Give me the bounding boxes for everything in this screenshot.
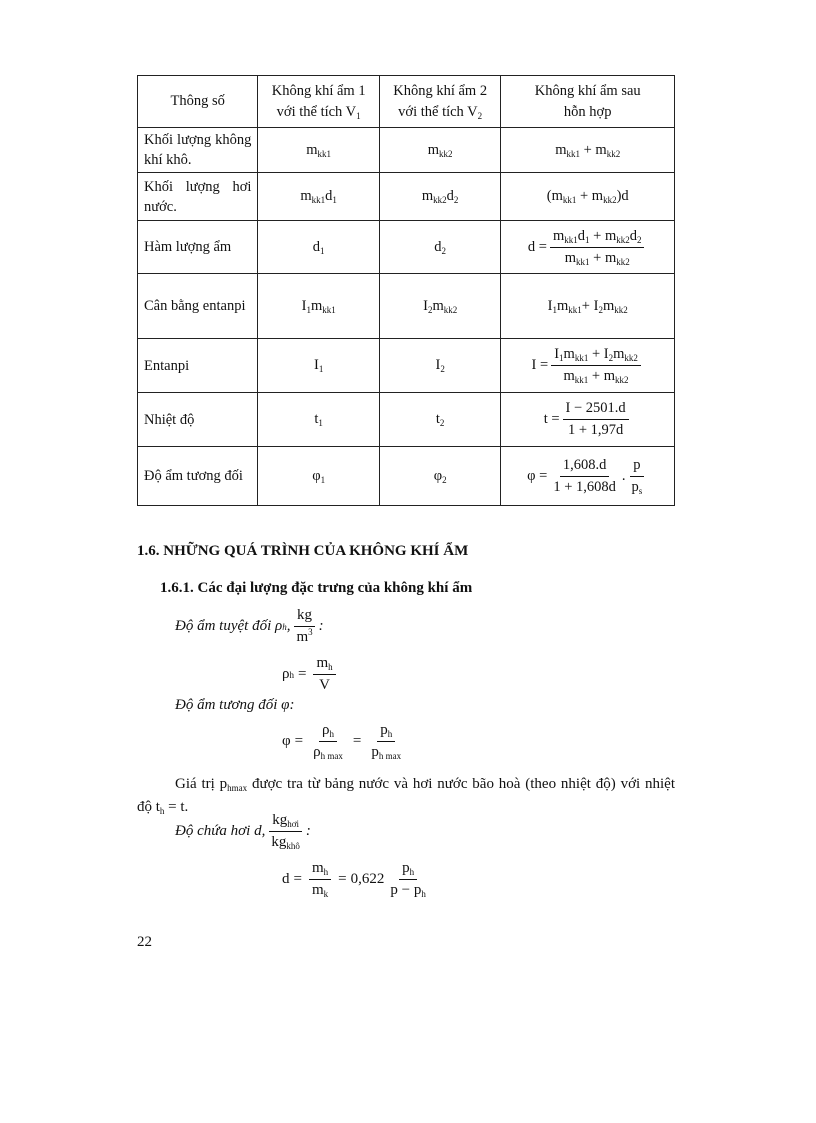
rel-humidity-label: Độ ẩm tương đối φ: [175, 697, 295, 713]
row-label: Cân bằng entanpi [138, 274, 258, 339]
table-row [138, 274, 675, 339]
cell-mix [501, 221, 675, 274]
cell-air1: $I_1m_{kk1}$ [258, 274, 380, 339]
cell-mix: $(m_{kk1} + m_{kk2})d$ [501, 173, 675, 221]
cell-air1: $d_1$ [258, 221, 380, 274]
table-row [138, 393, 675, 447]
header-air1: Không khí ẩm 1 với thể tích $V_1$ [258, 76, 380, 128]
enthalpy-mix-formula: I = $\frac{I_1m_{kk1} + I_2m_{kk2}}{m_{kk1} + m_{kk2}}$ [532, 346, 644, 385]
header-air2: Không khí ẩm 2 với thể tích $V_2$ [379, 76, 501, 128]
section-heading: 1.6. NHỮNG QUÁ TRÌNH CỦA KHÔNG KHÍ ẨM [137, 543, 469, 559]
table-header-row [138, 76, 675, 128]
table-row [138, 128, 675, 173]
cell-air2: $\varphi_2$ [379, 447, 501, 506]
subsection-heading: 1.6.1. Các đại lượng đặc trưng của không khí ẩm [160, 580, 473, 596]
row-label: Khối lượng không khí khô. [138, 128, 258, 173]
row-label: Khối lượng hơi nước. [138, 173, 258, 221]
table-row [138, 173, 675, 221]
cell-air2: $d_2$ [379, 221, 501, 274]
table-row [138, 447, 675, 506]
cell-mix [501, 339, 675, 393]
cell-air2: $I_2$ [379, 339, 501, 393]
abs-humidity-label: Độ ẩm tuyệt đối ρ h , $\frac{kg}{m^3}$ : [175, 607, 324, 645]
cell-air2: $m_{kk2}$ [379, 128, 501, 173]
header-mix: Không khí ẩm sau hỗn hợp [501, 76, 675, 128]
cell-air2: $m_{kk2}d_2$ [379, 173, 501, 221]
cell-mix: $m_{kk1} + m_{kk2}$ [501, 128, 675, 173]
row-label: Hàm lượng ẩm [138, 221, 258, 274]
parameters-table [137, 75, 675, 506]
cell-air2: $I_2m_{kk2}$ [379, 274, 501, 339]
cell-air1: $I_1$ [258, 339, 380, 393]
page-number: 22 [137, 934, 152, 950]
humidity-mix-formula: φ = $\frac{1,608.d}{1 + 1,608d}$ . $\frac{p}{p_s}$ [527, 456, 643, 496]
cell-mix: $I_1m_{kk1}+ I_2m_{kk2}$ [501, 274, 675, 339]
moisture-content-equation: d = $\frac{m_h}{m_k}$ = 0,622 $\frac{p_h}{p - p_h}$ [282, 860, 426, 899]
row-label: Entanpi [138, 339, 258, 393]
row-label: Nhiệt độ [138, 393, 258, 447]
body-paragraph: Giá trị $p_{hmax}$ được tra từ bảng nước và hơi nước bão hoà (theo nhiệt độ) với nhiệt độ $t_h = t$. [137, 776, 675, 816]
row-label: Độ ẩm tương đối [138, 447, 258, 506]
cell-air1: $m_{kk1}d_1$ [258, 173, 380, 221]
cell-air1: $t_1$ [258, 393, 380, 447]
cell-mix [501, 393, 675, 447]
rel-humidity-equation: φ = $\frac{\rho_h}{\rho_{h max}}$ = $\frac{p_h}{p_{h max}}$ [282, 722, 402, 761]
cell-air1: $m_{kk1}$ [258, 128, 380, 173]
header-param: Thông số [138, 76, 258, 128]
moisture-content-label: Độ chứa hơi d, $\frac{kg_{hơi}}{kg_{khô}}$ : [175, 812, 311, 851]
cell-air1: $\varphi_1$ [258, 447, 380, 506]
table-row [138, 339, 675, 393]
temperature-mix-formula: t = $\frac{I - 2501.d}{1 + 1,97d}$ [544, 400, 632, 439]
cell-mix [501, 447, 675, 506]
abs-humidity-equation: ρ h = $\frac{m_h}{V}$ [282, 655, 339, 694]
table-row [138, 221, 675, 274]
cell-air2: $t_2$ [379, 393, 501, 447]
moisture-mix-formula: d = $\frac{m_{kk1}d_1 + m_{kk2}d_2}{m_{kk1} + m_{kk2}}$ [528, 228, 648, 267]
